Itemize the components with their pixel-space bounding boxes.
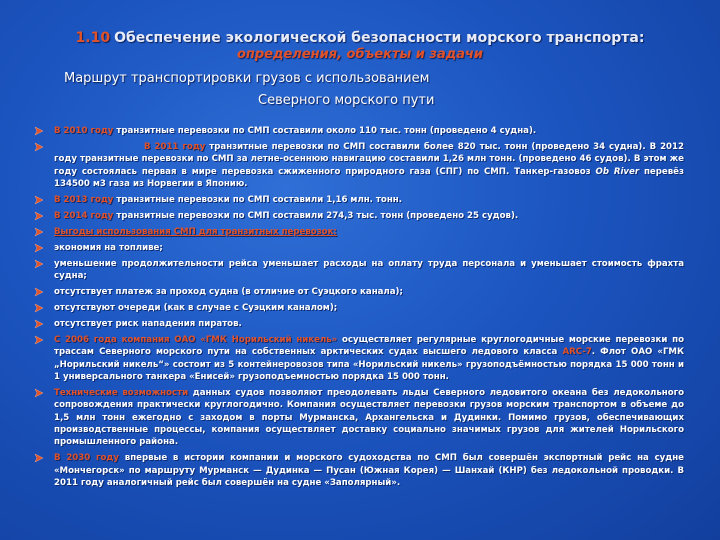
benefits-link[interactable]: Выгоды использования СМП для транзитных перевозок: (54, 226, 337, 237)
arrow-bullet-icon (34, 319, 44, 329)
bullet-highlight: В 2011 году (144, 141, 206, 152)
arrow-bullet-icon (34, 335, 44, 345)
bullet-text: уменьшение продолжительности рейса уменьшает расходы на оплату труда персонала и уменьшает стоимость фрахта судна; (54, 258, 684, 282)
bullet-text: транзитные перевозки по СМП составили около 110 тыс. тонн (проведено 4 судна). (113, 126, 537, 136)
bullet-text: отсутствует платеж за проход судна (в отличие от Суэцкого канала); (54, 286, 403, 297)
bullet-fuel (34, 242, 684, 254)
title-number: 1.10 (75, 30, 111, 46)
bullet-no-pirates (34, 318, 684, 330)
arrow-bullet-icon (34, 243, 44, 253)
bullet-text: транзитные перевозки по СМП составили 274,3 тыс. тонн (проведено 25 судов). (113, 210, 519, 221)
bullet-text: экономия на топливе; (54, 242, 163, 253)
bullet-2010 (34, 125, 684, 137)
bullet-text: . Флот ОАО «ГМК „Норильский никель“» состоит из 5 контейнеровозов типа «Норильский никель» грузоподъёмностью порядка 15 000 тонн и 1 универсального танкера «Енисей» грузоподъемностью порядка 15 000 тонн. (54, 347, 684, 382)
bullet-highlight: В 2013 году (54, 195, 114, 206)
title-block (0, 30, 720, 63)
bullet-2014 (34, 210, 684, 222)
arrow-bullet-icon (34, 195, 44, 205)
arrow-bullet-icon (34, 211, 44, 221)
bullet-text: отсутствует риск нападения пиратов. (54, 318, 242, 329)
bullet-2013 (34, 194, 684, 206)
arrow-bullet-icon (34, 126, 44, 136)
bullet-text: транзитные перевозки по СМП составили более 820 тыс. тонн (проведено 34 судна). В 2012 году транзитные перевозки по СМП за летне-осеннюю навигацию составили 1,26 млн тонн. (проведено 46 судов). В этом же году состоялась первая в мире перевозка сжиженного природного газа (СПГ) по СМП. Танкер-газовоз (54, 141, 684, 177)
bullet-highlight: Технические возможности (54, 387, 189, 398)
bullet-highlight: С 2006 года компания ОАО «ГМК Норильский никель» (54, 334, 338, 345)
bullet-text: впервые в истории компании и морского судоходства по СМП был совершён экспортный рейс на судне «Мончегорск» по маршруту Мурманск — Дудинка — Пусан (Южная Корея) — Шанхай (КНР) без ледокольной проводки. В 2011 году аналогичный рейс был совершён на судне «Заполярный». (54, 453, 684, 489)
arrow-bullet-icon (34, 142, 44, 152)
bullet-2011 (34, 141, 684, 191)
route-heading-line1: Маршрут транспортировки грузов с использованием (64, 71, 430, 86)
bullet-nornickel (34, 334, 684, 384)
arrow-bullet-icon (34, 287, 44, 297)
bullet-highlight: В 2014 году (54, 210, 114, 221)
slide-title (0, 30, 720, 47)
title-text: Обеспечение экологической безопасности морского транспорта: (114, 30, 645, 46)
bullet-technical (34, 387, 684, 449)
ice-class-highlight: ARC-7 (562, 347, 592, 358)
ship-name: Ob River (595, 166, 640, 177)
bullet-no-fee (34, 286, 684, 298)
bullet-text: перевёз 134500 м3 газа из Норвегии в Японию. (54, 166, 684, 190)
bullet-2030 (34, 452, 684, 489)
bullet-text: отсутствуют очереди (как в случае с Суэцким каналом); (54, 302, 338, 313)
bullet-text: данных судов позволяют преодолевать льды Северного ледовитого океана без ледокольного сопровождения практически круглогодично. Компания осуществляет перевозки грузов морским транспортом в объеме до 1,5 млн тонн ежегодно с заходом в порты Мурманска, Архангельска и Дудинки. Помимо грузов, обеспечивающих производственные процессы, компания осуществляет доставку социально значимых грузов для жителей Норильского промышленного района. (54, 387, 684, 448)
bullet-highlight: В 2010 году (54, 126, 114, 136)
bullet-highlight: В 2030 году (54, 453, 119, 464)
bullet-duration (34, 258, 684, 283)
bullet-text: осуществляет регулярные круглогодичные морские перевозки по трассам Северного морского пути на собственных арктических судах высшего ледового класса (54, 334, 684, 358)
route-heading-line2: Северного морского пути (258, 93, 435, 108)
arrow-bullet-icon (34, 303, 44, 313)
bullet-no-queues (34, 302, 684, 314)
slide-subtitle: определения, объекты и задачи (236, 47, 484, 62)
bullet-text: транзитные перевозки по СМП составили 1,16 млн. тонн. (113, 195, 402, 206)
arrow-bullet-icon (34, 388, 44, 398)
bullet-list (34, 125, 684, 493)
arrow-bullet-icon (34, 453, 44, 463)
arrow-bullet-icon (34, 259, 44, 269)
arrow-bullet-icon (34, 227, 44, 237)
bullet-benefits-heading (34, 226, 684, 238)
